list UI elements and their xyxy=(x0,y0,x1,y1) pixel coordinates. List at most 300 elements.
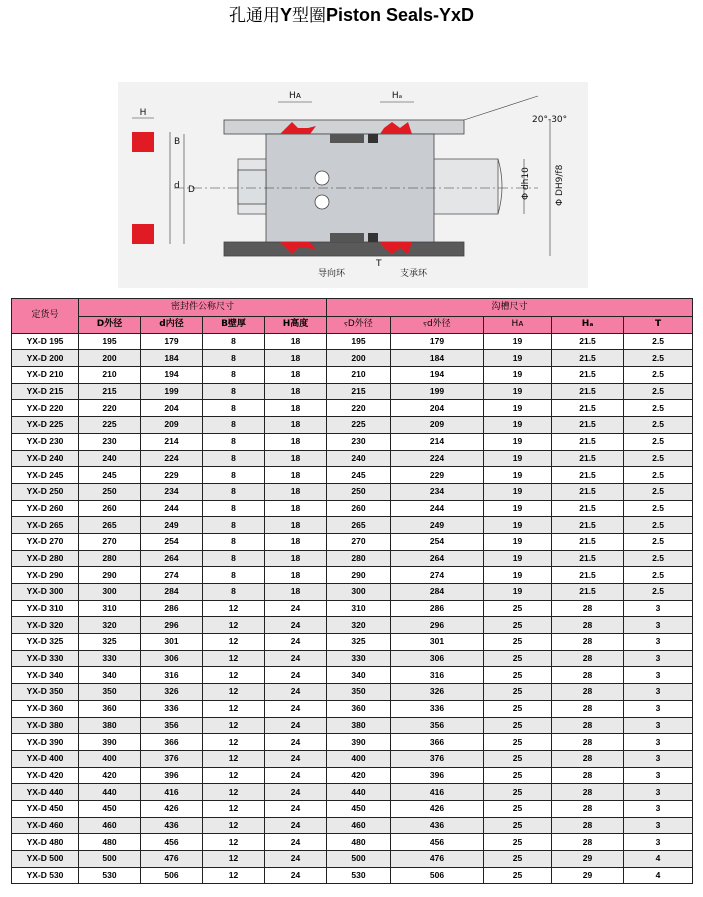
table-cell: 356 xyxy=(141,717,203,734)
table-cell: 8 xyxy=(203,567,265,584)
table-cell: 28 xyxy=(552,784,624,801)
table-cell: 24 xyxy=(265,634,327,651)
table-cell: 12 xyxy=(203,784,265,801)
table-cell: 28 xyxy=(552,634,624,651)
cell-order-no: YX-D 290 xyxy=(12,567,79,584)
table-cell: 18 xyxy=(265,333,327,350)
cell-order-no: YX-D 300 xyxy=(12,584,79,601)
table-cell: 230 xyxy=(327,433,391,450)
table-cell: 24 xyxy=(265,617,327,634)
table-cell: 440 xyxy=(79,784,141,801)
table-cell: 21.5 xyxy=(552,367,624,384)
table-row xyxy=(12,851,693,868)
table-cell: 320 xyxy=(79,617,141,634)
table-cell: 2.5 xyxy=(624,533,693,550)
table-cell: 240 xyxy=(79,450,141,467)
table-cell: 24 xyxy=(265,800,327,817)
table-cell: 19 xyxy=(484,433,552,450)
table-cell: 25 xyxy=(484,667,552,684)
table-cell: 2.5 xyxy=(624,383,693,400)
table-cell: 260 xyxy=(327,500,391,517)
table-row xyxy=(12,817,693,834)
table-cell: 12 xyxy=(203,834,265,851)
table-cell: 2.5 xyxy=(624,450,693,467)
table-cell: 19 xyxy=(484,333,552,350)
table-cell: 265 xyxy=(327,517,391,534)
table-cell: 229 xyxy=(391,467,484,484)
title-en: Piston Seals-YxD xyxy=(325,5,475,25)
table-cell: 225 xyxy=(327,417,391,434)
table-cell: 195 xyxy=(79,333,141,350)
table-cell: 25 xyxy=(484,817,552,834)
table-cell: 284 xyxy=(391,584,484,601)
cell-order-no: YX-D 420 xyxy=(12,767,79,784)
table-cell: 18 xyxy=(265,383,327,400)
table-cell: 12 xyxy=(203,800,265,817)
table-cell: 28 xyxy=(552,800,624,817)
table-cell: 244 xyxy=(391,500,484,517)
table-cell: 12 xyxy=(203,700,265,717)
table-row xyxy=(12,617,693,634)
cell-order-no: YX-D 330 xyxy=(12,650,79,667)
table-cell: 320 xyxy=(327,617,391,634)
table-cell: 3 xyxy=(624,600,693,617)
table-cell: 25 xyxy=(484,634,552,651)
table-cell: 24 xyxy=(265,817,327,834)
label-support-ring: 支承环 xyxy=(400,269,428,279)
table-cell: 179 xyxy=(141,333,203,350)
table-cell: 250 xyxy=(327,483,391,500)
table-cell: 200 xyxy=(327,350,391,367)
table-cell: 2.5 xyxy=(624,350,693,367)
table-cell: 24 xyxy=(265,684,327,701)
table-cell: 2.5 xyxy=(624,367,693,384)
table-cell: 28 xyxy=(552,717,624,734)
table-cell: 340 xyxy=(327,667,391,684)
table-cell: 8 xyxy=(203,483,265,500)
table-cell: 25 xyxy=(484,767,552,784)
cell-order-no: YX-D 380 xyxy=(12,717,79,734)
table-cell: 28 xyxy=(552,667,624,684)
table-cell: 426 xyxy=(391,800,484,817)
cell-order-no: YX-D 400 xyxy=(12,750,79,767)
table-cell: 28 xyxy=(552,817,624,834)
table-cell: 325 xyxy=(79,634,141,651)
table-cell: 2.5 xyxy=(624,517,693,534)
table-cell: 8 xyxy=(203,333,265,350)
table-cell: 506 xyxy=(141,867,203,884)
table-cell: 340 xyxy=(79,667,141,684)
table-cell: 25 xyxy=(484,784,552,801)
table-cell: 224 xyxy=(141,450,203,467)
table-cell: 240 xyxy=(327,450,391,467)
cell-order-no: YX-D 270 xyxy=(12,533,79,550)
table-cell: 376 xyxy=(141,750,203,767)
title-y: Y xyxy=(279,5,292,25)
table-cell: 416 xyxy=(141,784,203,801)
table-cell: 18 xyxy=(265,584,327,601)
table-cell: 3 xyxy=(624,700,693,717)
table-cell: 28 xyxy=(552,617,624,634)
page-title xyxy=(0,4,703,27)
table-cell: 2.5 xyxy=(624,483,693,500)
table-cell: 3 xyxy=(624,617,693,634)
table-cell: 21.5 xyxy=(552,517,624,534)
table-row xyxy=(12,367,693,384)
table-cell: 396 xyxy=(141,767,203,784)
table-cell: 230 xyxy=(79,433,141,450)
cell-order-no: YX-D 200 xyxy=(12,350,79,367)
table-cell: 420 xyxy=(327,767,391,784)
table-cell: 270 xyxy=(79,533,141,550)
table-cell: 326 xyxy=(141,684,203,701)
table-row xyxy=(12,834,693,851)
table-cell: 28 xyxy=(552,734,624,751)
cell-order-no: YX-D 440 xyxy=(12,784,79,801)
table-cell: 18 xyxy=(265,550,327,567)
table-cell: 21.5 xyxy=(552,417,624,434)
table-cell: 18 xyxy=(265,567,327,584)
title-cn: 孔通用 xyxy=(228,6,280,26)
table-cell: 396 xyxy=(391,767,484,784)
table-cell: 500 xyxy=(79,851,141,868)
table-cell: 25 xyxy=(484,867,552,884)
table-cell: 8 xyxy=(203,367,265,384)
table-cell: 330 xyxy=(79,650,141,667)
table-row xyxy=(12,550,693,567)
table-cell: 2.5 xyxy=(624,500,693,517)
table-cell: 184 xyxy=(391,350,484,367)
table-cell: 24 xyxy=(265,700,327,717)
table-cell: 426 xyxy=(141,800,203,817)
label-dh9: Φ DH9/f8 xyxy=(555,164,565,206)
table-cell: 254 xyxy=(141,533,203,550)
table-row xyxy=(12,767,693,784)
table-cell: 3 xyxy=(624,667,693,684)
table-cell: 214 xyxy=(141,433,203,450)
table-cell: 460 xyxy=(327,817,391,834)
table-cell: 19 xyxy=(484,567,552,584)
table-cell: 214 xyxy=(391,433,484,450)
table-cell: 19 xyxy=(484,450,552,467)
table-cell: 21.5 xyxy=(552,400,624,417)
table-cell: 12 xyxy=(203,867,265,884)
table-cell: 19 xyxy=(484,417,552,434)
cell-order-no: YX-D 225 xyxy=(12,417,79,434)
table-row xyxy=(12,667,693,684)
table-cell: 21.5 xyxy=(552,533,624,550)
table-cell: 400 xyxy=(327,750,391,767)
table-cell: 19 xyxy=(484,483,552,500)
cell-order-no: YX-D 460 xyxy=(12,817,79,834)
table-cell: 2.5 xyxy=(624,417,693,434)
table-cell: 296 xyxy=(391,617,484,634)
table-cell: 360 xyxy=(327,700,391,717)
table-cell: 29 xyxy=(552,851,624,868)
table-cell: 4 xyxy=(624,851,693,868)
table-cell: 3 xyxy=(624,800,693,817)
table-cell: 8 xyxy=(203,350,265,367)
table-cell: 12 xyxy=(203,650,265,667)
cell-order-no: YX-D 350 xyxy=(12,684,79,701)
label-t: T xyxy=(376,259,382,269)
table-cell: 325 xyxy=(327,634,391,651)
table-cell: 3 xyxy=(624,634,693,651)
table-row xyxy=(12,467,693,484)
table-row xyxy=(12,383,693,400)
header-sub: ⲋD外径 xyxy=(327,317,391,334)
table-cell: 12 xyxy=(203,750,265,767)
table-cell: 244 xyxy=(141,500,203,517)
cell-order-no: YX-D 450 xyxy=(12,800,79,817)
seal-profile-top xyxy=(132,132,154,152)
table-cell: 225 xyxy=(79,417,141,434)
table-cell: 24 xyxy=(265,734,327,751)
table-cell: 18 xyxy=(265,367,327,384)
table-cell: 480 xyxy=(327,834,391,851)
table-cell: 8 xyxy=(203,433,265,450)
table-cell: 199 xyxy=(141,383,203,400)
table-row xyxy=(12,567,693,584)
table-cell: 476 xyxy=(141,851,203,868)
table-row xyxy=(12,483,693,500)
table-cell: 290 xyxy=(327,567,391,584)
table-row xyxy=(12,450,693,467)
table-cell: 19 xyxy=(484,533,552,550)
table-cell: 12 xyxy=(203,734,265,751)
table-cell: 234 xyxy=(141,483,203,500)
table-cell: 25 xyxy=(484,800,552,817)
table-cell: 310 xyxy=(327,600,391,617)
header-sub: D外径 xyxy=(79,317,141,334)
table-cell: 336 xyxy=(141,700,203,717)
label-dh10: Φ dh10 xyxy=(521,167,531,200)
cell-order-no: YX-D 500 xyxy=(12,851,79,868)
table-cell: 366 xyxy=(391,734,484,751)
table-cell: 12 xyxy=(203,667,265,684)
cell-order-no: YX-D 360 xyxy=(12,700,79,717)
table-row xyxy=(12,734,693,751)
table-cell: 280 xyxy=(327,550,391,567)
table-cell: 21.5 xyxy=(552,450,624,467)
table-cell: 4 xyxy=(624,867,693,884)
table-cell: 24 xyxy=(265,600,327,617)
table-cell: 316 xyxy=(391,667,484,684)
table-cell: 25 xyxy=(484,834,552,851)
table-cell: 19 xyxy=(484,383,552,400)
table-cell: 24 xyxy=(265,851,327,868)
table-cell: 209 xyxy=(141,417,203,434)
table-cell: 28 xyxy=(552,600,624,617)
table-cell: 366 xyxy=(141,734,203,751)
table-cell: 18 xyxy=(265,433,327,450)
header-sub: B壁厚 xyxy=(203,317,265,334)
table-cell: 350 xyxy=(327,684,391,701)
table-cell: 3 xyxy=(624,767,693,784)
table-row xyxy=(12,784,693,801)
table-cell: 28 xyxy=(552,834,624,851)
table-cell: 2.5 xyxy=(624,400,693,417)
table-cell: 199 xyxy=(391,383,484,400)
table-cell: 3 xyxy=(624,717,693,734)
header-sub: H高度 xyxy=(265,317,327,334)
table-cell: 316 xyxy=(141,667,203,684)
table-cell: 21.5 xyxy=(552,483,624,500)
table-cell: 274 xyxy=(141,567,203,584)
table-cell: 450 xyxy=(79,800,141,817)
label-ha-left: Hᴀ xyxy=(288,91,302,101)
table-row xyxy=(12,800,693,817)
table-row xyxy=(12,684,693,701)
table-row xyxy=(12,517,693,534)
table-cell: 3 xyxy=(624,834,693,851)
table-cell: 376 xyxy=(391,750,484,767)
table-cell: 18 xyxy=(265,533,327,550)
table-cell: 310 xyxy=(79,600,141,617)
table-cell: 204 xyxy=(141,400,203,417)
header-order-no: 定货号 xyxy=(12,299,79,334)
table-cell: 8 xyxy=(203,400,265,417)
table-cell: 530 xyxy=(327,867,391,884)
table-cell: 416 xyxy=(391,784,484,801)
table-cell: 234 xyxy=(391,483,484,500)
cell-order-no: YX-D 215 xyxy=(12,383,79,400)
table-cell: 3 xyxy=(624,684,693,701)
table-cell: 215 xyxy=(327,383,391,400)
table-cell: 18 xyxy=(265,500,327,517)
table-cell: 12 xyxy=(203,600,265,617)
table-cell: 200 xyxy=(79,350,141,367)
cell-order-no: YX-D 530 xyxy=(12,867,79,884)
table-cell: 350 xyxy=(79,684,141,701)
table-row xyxy=(12,700,693,717)
table-cell: 300 xyxy=(79,584,141,601)
table-cell: 179 xyxy=(391,333,484,350)
label-ha-right: Hₐ xyxy=(391,91,403,101)
table-cell: 3 xyxy=(624,734,693,751)
table-cell: 24 xyxy=(265,750,327,767)
label-D: D xyxy=(188,185,195,195)
table-row xyxy=(12,433,693,450)
title-cn2: 型圈 xyxy=(291,6,326,26)
table-cell: 24 xyxy=(265,717,327,734)
table-cell: 450 xyxy=(327,800,391,817)
cell-order-no: YX-D 195 xyxy=(12,333,79,350)
table-cell: 336 xyxy=(391,700,484,717)
table-cell: 2.5 xyxy=(624,333,693,350)
table-row xyxy=(12,400,693,417)
table-cell: 3 xyxy=(624,650,693,667)
table-cell: 12 xyxy=(203,634,265,651)
table-cell: 12 xyxy=(203,767,265,784)
table-cell: 2.5 xyxy=(624,550,693,567)
table-cell: 25 xyxy=(484,684,552,701)
table-cell: 195 xyxy=(327,333,391,350)
table-cell: 356 xyxy=(391,717,484,734)
label-b: B xyxy=(174,137,181,147)
table-cell: 25 xyxy=(484,750,552,767)
table-cell: 21.5 xyxy=(552,350,624,367)
table-cell: 8 xyxy=(203,450,265,467)
table-cell: 8 xyxy=(203,383,265,400)
table-cell: 330 xyxy=(327,650,391,667)
header-seal-nominal: 密封件公称尺寸 xyxy=(79,299,327,317)
table-cell: 476 xyxy=(391,851,484,868)
cell-order-no: YX-D 250 xyxy=(12,483,79,500)
table-cell: 224 xyxy=(391,450,484,467)
table-cell: 260 xyxy=(79,500,141,517)
table-row xyxy=(12,600,693,617)
table-cell: 28 xyxy=(552,767,624,784)
table-cell: 3 xyxy=(624,750,693,767)
table-cell: 209 xyxy=(391,417,484,434)
table-cell: 19 xyxy=(484,367,552,384)
table-cell: 25 xyxy=(484,851,552,868)
table-cell: 24 xyxy=(265,784,327,801)
cell-order-no: YX-D 240 xyxy=(12,450,79,467)
table-cell: 28 xyxy=(552,700,624,717)
table-cell: 12 xyxy=(203,684,265,701)
table-cell: 456 xyxy=(391,834,484,851)
table-row xyxy=(12,650,693,667)
table-cell: 229 xyxy=(141,467,203,484)
seal-profile-bottom xyxy=(132,224,154,244)
table-cell: 21.5 xyxy=(552,467,624,484)
table-cell: 8 xyxy=(203,517,265,534)
seal-cross-section-diagram xyxy=(118,82,588,288)
table-cell: 456 xyxy=(141,834,203,851)
table-cell: 3 xyxy=(624,817,693,834)
table-row xyxy=(12,867,693,884)
table-cell: 19 xyxy=(484,517,552,534)
table-cell: 220 xyxy=(79,400,141,417)
cell-order-no: YX-D 325 xyxy=(12,634,79,651)
table-cell: 360 xyxy=(79,700,141,717)
table-cell: 28 xyxy=(552,684,624,701)
table-cell: 284 xyxy=(141,584,203,601)
table-cell: 19 xyxy=(484,350,552,367)
label-angle: 20°-30° xyxy=(532,115,568,125)
table-cell: 12 xyxy=(203,617,265,634)
table-cell: 18 xyxy=(265,450,327,467)
cell-order-no: YX-D 320 xyxy=(12,617,79,634)
table-cell: 8 xyxy=(203,500,265,517)
table-cell: 301 xyxy=(141,634,203,651)
table-cell: 220 xyxy=(327,400,391,417)
table-cell: 21.5 xyxy=(552,567,624,584)
label-h: H xyxy=(139,108,147,118)
table-cell: 8 xyxy=(203,584,265,601)
header-sub: d内径 xyxy=(141,317,203,334)
table-cell: 2.5 xyxy=(624,467,693,484)
table-cell: 300 xyxy=(327,584,391,601)
cell-order-no: YX-D 390 xyxy=(12,734,79,751)
table-cell: 25 xyxy=(484,700,552,717)
table-row xyxy=(12,333,693,350)
table-cell: 21.5 xyxy=(552,383,624,400)
table-cell: 500 xyxy=(327,851,391,868)
table-cell: 19 xyxy=(484,467,552,484)
table-cell: 194 xyxy=(391,367,484,384)
table-cell: 301 xyxy=(391,634,484,651)
table-row xyxy=(12,750,693,767)
table-cell: 12 xyxy=(203,851,265,868)
table-cell: 436 xyxy=(391,817,484,834)
table-cell: 25 xyxy=(484,617,552,634)
table-row xyxy=(12,717,693,734)
table-cell: 249 xyxy=(391,517,484,534)
table-cell: 460 xyxy=(79,817,141,834)
